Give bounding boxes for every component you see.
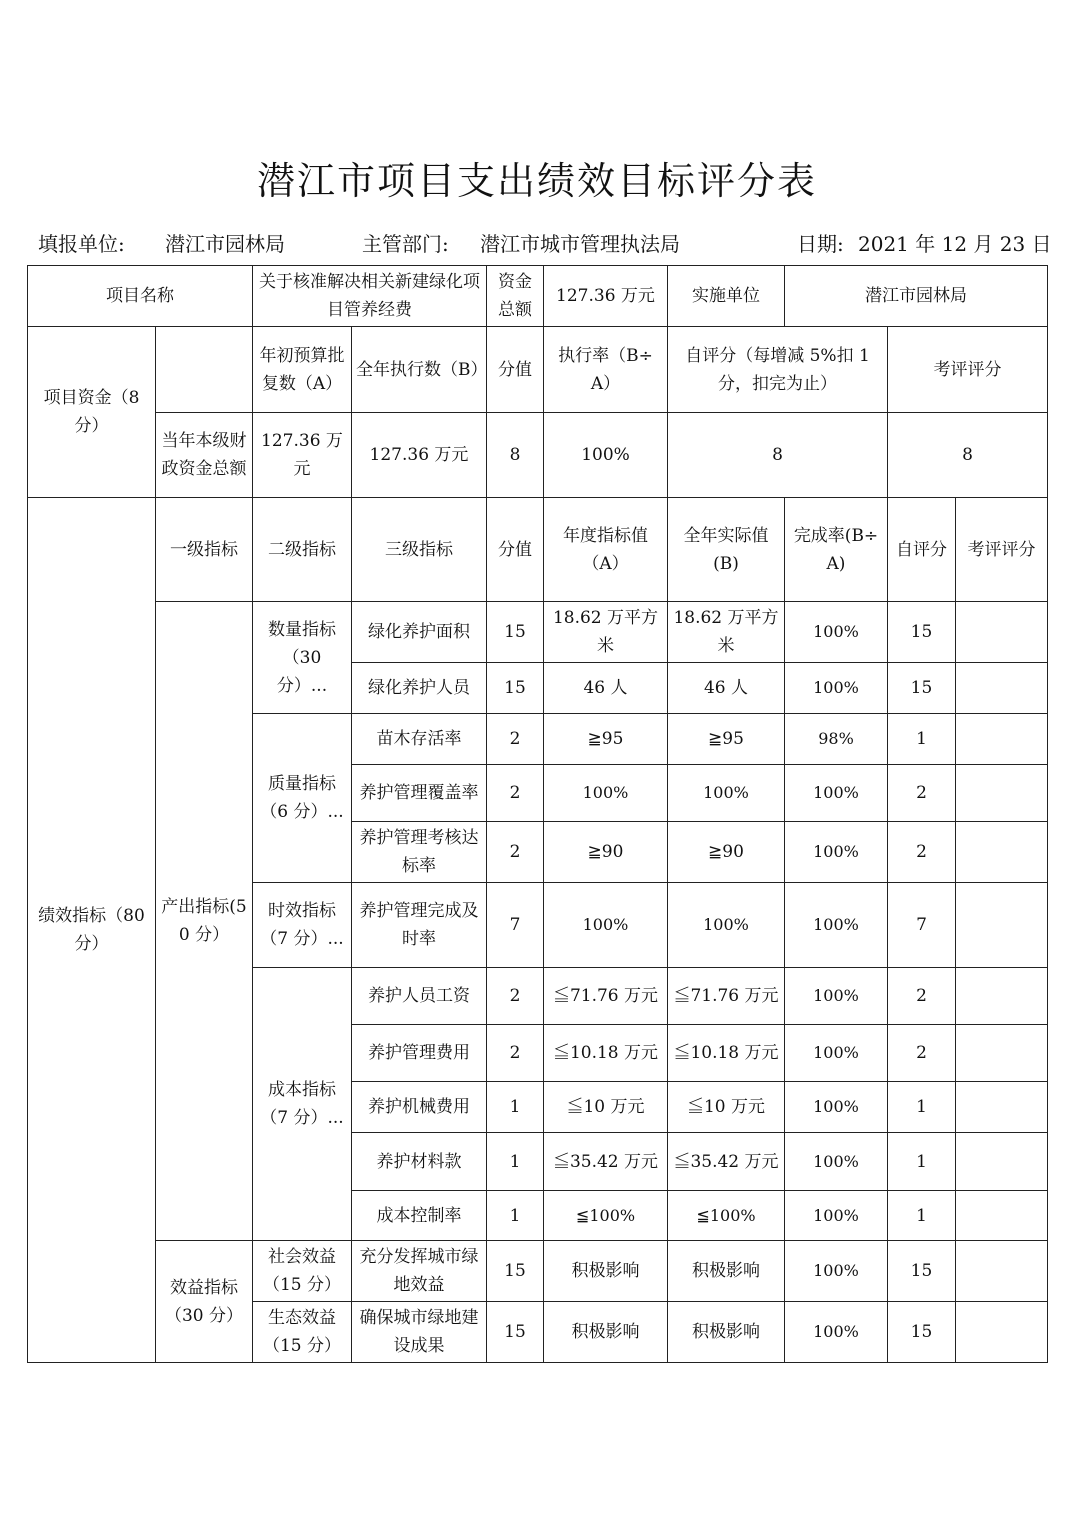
indicator-self: 15 bbox=[888, 1302, 956, 1363]
indicator-score: 2 bbox=[487, 968, 544, 1025]
indicator-review bbox=[956, 822, 1048, 883]
indicator-self: 15 bbox=[888, 1241, 956, 1302]
indicator-name: 绿化养护人员 bbox=[352, 663, 487, 714]
indicator-target: 100% bbox=[544, 765, 668, 822]
page-title: 潜江市项目支出绩效目标评分表 bbox=[256, 159, 817, 203]
indicator-review bbox=[956, 1241, 1048, 1302]
group-quantity: 数量指标（30 分）... bbox=[253, 602, 352, 714]
indicator-name: 充分发挥城市绿地效益 bbox=[352, 1241, 487, 1302]
funds-score: 8 bbox=[487, 413, 544, 498]
funds-data-row bbox=[28, 413, 1048, 498]
indicator-score: 2 bbox=[487, 822, 544, 883]
indicator-rate: 100% bbox=[785, 1133, 888, 1191]
indicator-name: 绿化养护面积 bbox=[352, 602, 487, 663]
indicator-self: 15 bbox=[888, 663, 956, 714]
indicator-name: 养护人员工资 bbox=[352, 968, 487, 1025]
indicator-actual: 46 人 bbox=[668, 663, 785, 714]
indicator-rate: 100% bbox=[785, 883, 888, 968]
indicator-self: 15 bbox=[888, 602, 956, 663]
indicator-self: 1 bbox=[888, 1082, 956, 1133]
group-cost: 成本指标（7 分）... bbox=[253, 968, 352, 1241]
indicator-target: 100% bbox=[544, 883, 668, 968]
score-table bbox=[27, 265, 1048, 1363]
indicator-actual: 100% bbox=[668, 883, 785, 968]
head-completion: 完成率(B÷A) bbox=[785, 498, 888, 602]
head-self: 自评分 bbox=[888, 498, 956, 602]
perf-header-row bbox=[28, 498, 1048, 602]
head-score: 分值 bbox=[487, 498, 544, 602]
indicator-name: 养护管理覆盖率 bbox=[352, 765, 487, 822]
indicator-name: 养护材料款 bbox=[352, 1133, 487, 1191]
head-review: 考评评分 bbox=[956, 498, 1048, 602]
indicator-review bbox=[956, 663, 1048, 714]
indicator-self: 2 bbox=[888, 765, 956, 822]
indicator-rate: 100% bbox=[785, 1082, 888, 1133]
funds-budget: 127.36 万元 bbox=[253, 413, 352, 498]
indicator-score: 15 bbox=[487, 1302, 544, 1363]
indicator-review bbox=[956, 1302, 1048, 1363]
col-self: 自评分（每增减 5%扣 1 分，扣完为止） bbox=[668, 327, 888, 413]
indicator-score: 1 bbox=[487, 1082, 544, 1133]
indicator-name: 养护管理费用 bbox=[352, 1025, 487, 1082]
indicator-name: 养护机械费用 bbox=[352, 1082, 487, 1133]
indicator-score: 1 bbox=[487, 1191, 544, 1241]
date-value: 2021 年 12 月 23 日 bbox=[858, 232, 1052, 256]
impl-unit-label: 实施单位 bbox=[668, 266, 785, 327]
indicator-target: ≦71.76 万元 bbox=[544, 968, 668, 1025]
group-social: 社会效益（15 分） bbox=[253, 1241, 352, 1302]
indicator-review bbox=[956, 1025, 1048, 1082]
dept-value: 潜江市城市管理执法局 bbox=[480, 232, 680, 256]
group-ecology: 生态效益（15 分） bbox=[253, 1302, 352, 1363]
indicator-score: 2 bbox=[487, 1025, 544, 1082]
funds-self: 8 bbox=[668, 413, 888, 498]
indicator-rate: 100% bbox=[785, 1191, 888, 1241]
funds-exec: 127.36 万元 bbox=[352, 413, 487, 498]
funds-section-label: 项目资金（8 分） bbox=[28, 327, 156, 498]
indicator-review bbox=[956, 1082, 1048, 1133]
indicator-score: 7 bbox=[487, 883, 544, 968]
table-row bbox=[28, 1241, 1048, 1302]
indicator-actual: ≦10 万元 bbox=[668, 1082, 785, 1133]
indicator-target: ≧95 bbox=[544, 714, 668, 765]
perf-section-label: 绩效指标（80 分） bbox=[28, 498, 156, 1363]
indicator-review bbox=[956, 1133, 1048, 1191]
fund-total-value: 127.36 万元 bbox=[544, 266, 668, 327]
indicator-rate: 100% bbox=[785, 822, 888, 883]
indicator-self: 2 bbox=[888, 822, 956, 883]
head-target: 年度指标值（A） bbox=[544, 498, 668, 602]
indicator-score: 1 bbox=[487, 1133, 544, 1191]
indicator-name: 苗木存活率 bbox=[352, 714, 487, 765]
project-name-value: 关于核准解决相关新建绿化项目管养经费 bbox=[253, 266, 487, 327]
col-rate: 执行率（B÷A） bbox=[544, 327, 668, 413]
indicator-target: ≦10.18 万元 bbox=[544, 1025, 668, 1082]
indicator-actual: 18.62 万平方米 bbox=[668, 602, 785, 663]
funds-rate: 100% bbox=[544, 413, 668, 498]
funds-row-label: 当年本级财政资金总额 bbox=[156, 413, 253, 498]
indicator-self: 1 bbox=[888, 714, 956, 765]
indicator-target: ≦35.42 万元 bbox=[544, 1133, 668, 1191]
indicator-rate: 100% bbox=[785, 602, 888, 663]
indicator-self: 1 bbox=[888, 1191, 956, 1241]
indicator-target: ≦100% bbox=[544, 1191, 668, 1241]
indicator-review bbox=[956, 714, 1048, 765]
indicator-target: 积极影响 bbox=[544, 1302, 668, 1363]
indicator-score: 15 bbox=[487, 602, 544, 663]
impl-unit-value: 潜江市园林局 bbox=[785, 266, 1048, 327]
indicator-actual: 积极影响 bbox=[668, 1302, 785, 1363]
indicator-target: ≧90 bbox=[544, 822, 668, 883]
indicator-name: 养护管理完成及时率 bbox=[352, 883, 487, 968]
indicator-score: 15 bbox=[487, 1241, 544, 1302]
head-level2: 二级指标 bbox=[253, 498, 352, 602]
fill-unit-value: 潜江市园林局 bbox=[165, 232, 285, 256]
dept-label: 主管部门: bbox=[362, 232, 449, 256]
indicator-target: 46 人 bbox=[544, 663, 668, 714]
indicator-rate: 100% bbox=[785, 1302, 888, 1363]
indicator-rate: 100% bbox=[785, 1025, 888, 1082]
head-actual: 全年实际值(B) bbox=[668, 498, 785, 602]
funds-empty-cell bbox=[156, 327, 253, 413]
indicator-actual: ≦71.76 万元 bbox=[668, 968, 785, 1025]
indicator-target: 18.62 万平方米 bbox=[544, 602, 668, 663]
indicator-actual: ≧95 bbox=[668, 714, 785, 765]
date-label: 日期: bbox=[797, 232, 844, 256]
indicator-name: 成本控制率 bbox=[352, 1191, 487, 1241]
indicator-name: 确保城市绿地建设成果 bbox=[352, 1302, 487, 1363]
output-indicator-label: 产出指标(50 分） bbox=[156, 602, 253, 1241]
project-name-label: 项目名称 bbox=[28, 266, 253, 327]
group-timeliness: 时效指标（7 分）... bbox=[253, 883, 352, 968]
indicator-actual: ≧90 bbox=[668, 822, 785, 883]
col-budget: 年初预算批复数（A） bbox=[253, 327, 352, 413]
indicator-review bbox=[956, 765, 1048, 822]
indicator-review bbox=[956, 968, 1048, 1025]
col-score: 分值 bbox=[487, 327, 544, 413]
table-row bbox=[28, 602, 1048, 663]
indicator-actual: 积极影响 bbox=[668, 1241, 785, 1302]
col-exec: 全年执行数（B） bbox=[352, 327, 487, 413]
fill-unit-label: 填报单位: bbox=[38, 232, 125, 256]
indicator-rate: 100% bbox=[785, 1241, 888, 1302]
indicator-actual: ≦100% bbox=[668, 1191, 785, 1241]
indicator-actual: ≦35.42 万元 bbox=[668, 1133, 785, 1191]
indicator-target: 积极影响 bbox=[544, 1241, 668, 1302]
funds-review: 8 bbox=[888, 413, 1048, 498]
indicator-rate: 98% bbox=[785, 714, 888, 765]
indicator-self: 7 bbox=[888, 883, 956, 968]
indicator-target: ≦10 万元 bbox=[544, 1082, 668, 1133]
fund-total-label: 资金总额 bbox=[487, 266, 544, 327]
indicator-rate: 100% bbox=[785, 663, 888, 714]
indicator-review bbox=[956, 883, 1048, 968]
indicator-rate: 100% bbox=[785, 765, 888, 822]
benefit-indicator-label: 效益指标（30 分） bbox=[156, 1241, 253, 1363]
indicator-actual: ≦10.18 万元 bbox=[668, 1025, 785, 1082]
indicator-self: 2 bbox=[888, 968, 956, 1025]
col-review: 考评评分 bbox=[888, 327, 1048, 413]
indicator-score: 2 bbox=[487, 714, 544, 765]
head-level3: 三级指标 bbox=[352, 498, 487, 602]
indicator-review bbox=[956, 602, 1048, 663]
indicator-score: 15 bbox=[487, 663, 544, 714]
indicator-review bbox=[956, 1191, 1048, 1241]
indicator-rate: 100% bbox=[785, 968, 888, 1025]
indicator-name: 养护管理考核达标率 bbox=[352, 822, 487, 883]
funds-header-row bbox=[28, 327, 1048, 413]
head-level1: 一级指标 bbox=[156, 498, 253, 602]
indicator-score: 2 bbox=[487, 765, 544, 822]
indicator-self: 2 bbox=[888, 1025, 956, 1082]
indicator-actual: 100% bbox=[668, 765, 785, 822]
indicator-self: 1 bbox=[888, 1133, 956, 1191]
project-row bbox=[28, 266, 1048, 327]
group-quality: 质量指标（6 分）... bbox=[253, 714, 352, 883]
